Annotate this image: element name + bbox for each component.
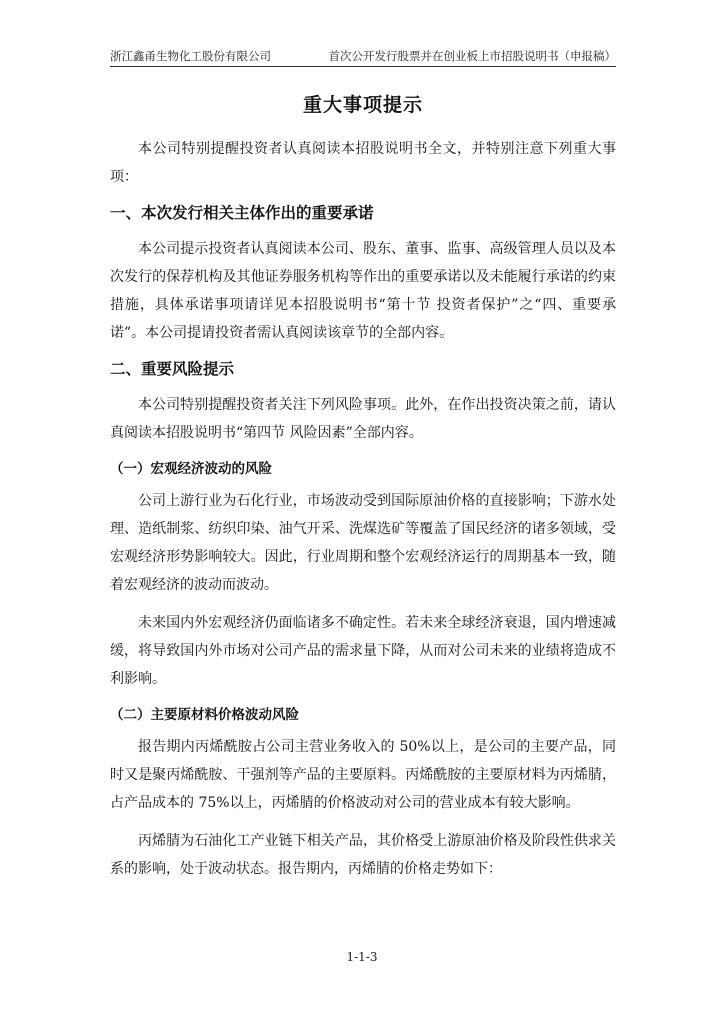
section-heading-commitments: 一、本次发行相关主体作出的重要承诺 [110,204,374,222]
header-divider [110,66,616,67]
section-heading-risks: 二、重要风险提示 [110,360,235,378]
header-document-title: 首次公开发行股票并在创业板上市招股说明书（申报稿） [328,49,616,63]
material-risk-paragraph-1: 报告期内丙烯酰胺占公司主营业务收入的 50%以上，是公司的主要产品，同时又是聚丙烯酰胺、干强剂等产品的主要原料。丙烯酰胺的主要原材料为丙烯腈，占产品成本的 75%以上，丙烯腈的价格波动对公司的营业成本有较大影响。 [110,739,616,811]
subsection-heading-material-risk: （二）主要原材料价格波动风险 [110,707,299,723]
page-content [110,90,616,893]
subsection-heading-macro-risk: （一）宏观经济波动的风险 [110,461,272,477]
macro-risk-paragraph-2: 未来国内外宏观经济仍面临诸多不确定性。若未来全球经济衰退，国内增速减缓，将导致国内外市场对公司产品的需求量下降，从而对公司未来的业绩将造成不利影响。 [110,615,616,687]
material-risk-paragraph-2: 丙烯腈为石油化工产业链下相关产品，其价格受上游原油价格及阶段性供求关系的影响，处于波动状态。报告期内，丙烯腈的价格走势如下： [110,833,616,877]
macro-risk-paragraph-1: 公司上游行业为石化行业，市场波动受到国际原油价格的直接影响；下游水处理、造纸制浆、纺织印染、油气开采、洗煤选矿等覆盖了国民经济的诸多领域，受宏观经济形势影响较大。因此，行业周期和整个宏观经济运行的周期基本一致，随着宏观经济的波动而波动。 [110,493,616,593]
page-title: 重大事项提示 [302,94,423,116]
page-number: 1-1-3 [346,950,378,964]
risks-intro-paragraph: 本公司特别提醒投资者关注下列风险事项。此外，在作出投资决策之前，请认真阅读本招股说明书“第四节 风险因素”全部内容。 [110,397,616,441]
intro-paragraph: 本公司特别提醒投资者认真阅读本招股说明书全文，并特别注意下列重大事项： [110,141,616,185]
commitments-paragraph: 本公司提示投资者认真阅读本公司、股东、董事、监事、高级管理人员以及本次发行的保荐机构及其他证券服务机构等作出的重要承诺以及未能履行承诺的约束措施，具体承诺事项请详见本招股说明书“第十节 投资者保护”之“四、重要承诺”。本公司提请投资者需认真阅读该章节的全部内容。 [110,241,616,341]
header-company-name: 浙江鑫甬生物化工股份有限公司 [110,49,271,63]
